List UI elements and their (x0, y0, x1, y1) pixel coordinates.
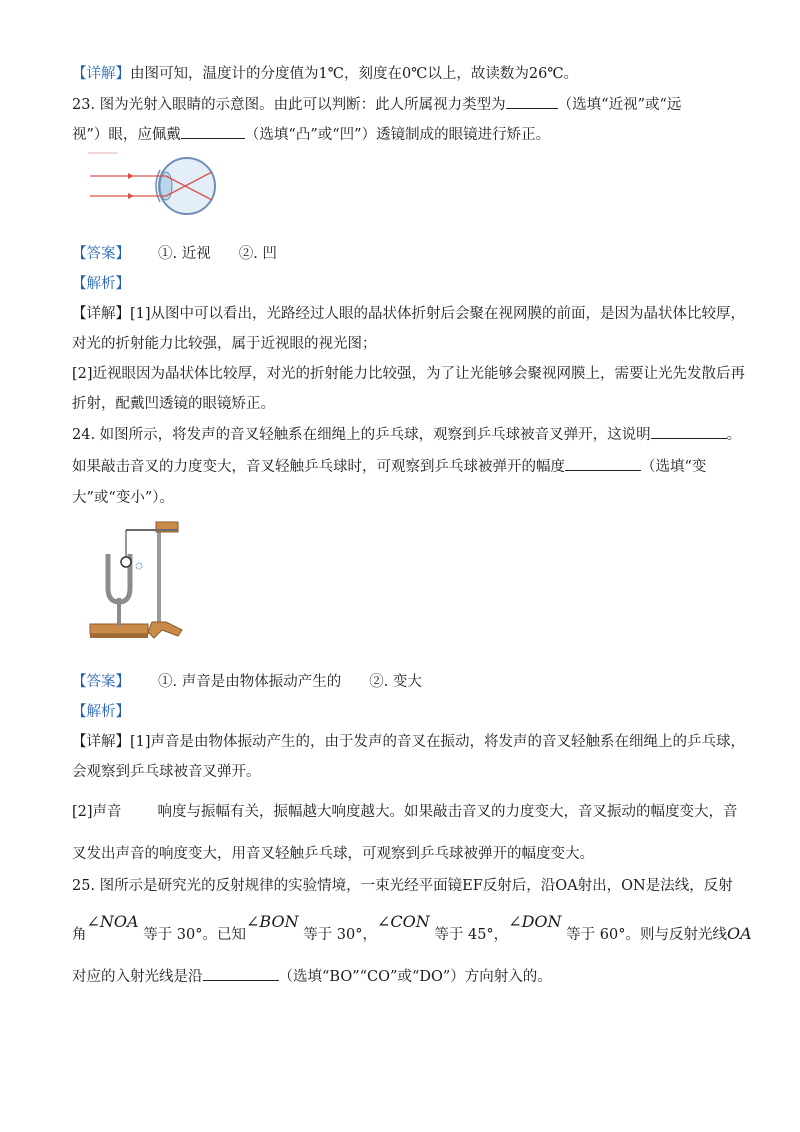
q24-text: 24. 如图所示，将发声的音叉轻触系在细绳上的乒乓球，观察到乒乓球被音叉弹开，这说明 (72, 427, 651, 443)
q25-line2 (72, 912, 752, 945)
detail-tag: 【详解】 (72, 734, 130, 750)
q23-analysis (72, 274, 130, 294)
q25-text: 等于 30°， (303, 927, 377, 943)
tuning-fork-diagram (86, 518, 196, 644)
q25-line3 (72, 966, 552, 987)
detail-tag: 【详解】 (72, 306, 130, 322)
q24-detail-2b: 叉发出声音的响度变大，用音叉轻触乒乓球，可观察到乒乓球被弹开的幅度变大。 (72, 846, 594, 862)
q24-text: 。 (726, 427, 742, 443)
prev-detail-line (72, 64, 578, 84)
q24-text: 如果敲击音叉的力度变大，音叉轻触乒乓球时，可观察到乒乓球被弹开的幅度 (72, 459, 565, 475)
detail-text: [2]声音 (72, 804, 122, 820)
detail-text: 响度与振幅有关，振幅越大响度越大。如果敲击音叉的力度变大，音叉振动的幅度变大，音 (157, 804, 738, 820)
angle-bon: ∠BON (246, 912, 299, 931)
answer-1: ①. 近视 (158, 246, 211, 262)
angle-don: ∠DON (508, 912, 562, 931)
q25-blank (203, 966, 279, 981)
q25-text: 等于 30°。已知 (143, 927, 246, 943)
angle-con: ∠CON (377, 912, 430, 931)
q23-detail-1a (72, 304, 745, 324)
q23-answer (72, 244, 277, 264)
q24-blank2 (565, 456, 641, 471)
answer-tag: 【答案】 (72, 674, 130, 690)
analysis-tag: 【解析】 (72, 276, 130, 292)
q23-text: （选填“凸”或“凹”）透镜制成的眼镜进行矫正。 (244, 127, 551, 143)
q25-line1: 25. 图所示是研究光的反射规律的实验情境，一束光经平面镜EF反射后，沿OA射出，ON是法线，反射 (72, 878, 733, 894)
q23-blank1 (506, 94, 558, 109)
angle-noa: ∠NOA (86, 912, 139, 931)
detail-text: [1]声音是由物体振动产生的，由于发声的音叉在振动，将发声的音叉轻触系在细绳上的乒乓球， (130, 734, 746, 750)
q24-line3: 大”或“变小”）。 (72, 490, 174, 506)
answer-1: ①. 声音是由物体振动产生的 (158, 674, 342, 690)
q23-detail-2a: [2]近视眼因为晶状体比较厚，对光的折射能力比较强，为了让光能够会聚视网膜上，需要让光先发散后再 (72, 366, 746, 382)
answer-2: ②. 凹 (238, 246, 277, 262)
analysis-tag: 【解析】 (72, 704, 130, 720)
q24-analysis (72, 702, 130, 722)
eye-diagram (88, 152, 224, 220)
q24-line2 (72, 456, 706, 477)
q23-blank2 (181, 124, 245, 139)
q25-text: 等于 60°。则与反射光线 (566, 927, 727, 943)
answer-tag: 【答案】 (72, 246, 130, 262)
answer-2: ②. 变大 (369, 674, 422, 690)
q23-line2 (72, 124, 550, 145)
q23-detail-1b: 对光的折射能力比较强，属于近视眼的视光图； (72, 336, 377, 352)
q23-text: 视”）眼，应佩戴 (72, 127, 181, 143)
q23-detail-2b: 折射，配戴凹透镜的眼镜矫正。 (72, 396, 275, 412)
q24-answer (72, 672, 422, 692)
q24-text: （选填“变 (641, 459, 707, 475)
detail-text: [1]从图中可以看出，光路经过人眼的晶状体折射后会聚在视网膜的前面，是因为晶状体比较厚， (130, 306, 746, 322)
ray-oa: OA (726, 924, 752, 943)
q24-line1 (72, 424, 741, 445)
detail-text: 由图可知，温度计的分度值为1℃，刻度在0℃以上，故读数为26℃。 (130, 66, 579, 82)
q23-text: （选填“近视”或“远 (557, 97, 682, 113)
q25-text: （选填“BO”“CO”或“DO”）方向射入的。 (278, 969, 552, 985)
q25-text: 角 (72, 927, 87, 943)
q24-blank1 (651, 424, 727, 439)
q23-line1 (72, 94, 681, 115)
q24-detail-2a (72, 802, 738, 822)
q23-text: 23. 图为光射入眼睛的示意图。由此可以判断：此人所属视力类型为 (72, 97, 506, 113)
q25-text: 对应的入射光线是沿 (72, 969, 203, 985)
q24-detail-1b: 会观察到乒乓球被音叉弹开。 (72, 764, 261, 780)
q25-text: 等于 45°， (434, 927, 509, 943)
q24-detail-1a (72, 732, 745, 752)
detail-tag: 【详解】 (72, 66, 130, 82)
